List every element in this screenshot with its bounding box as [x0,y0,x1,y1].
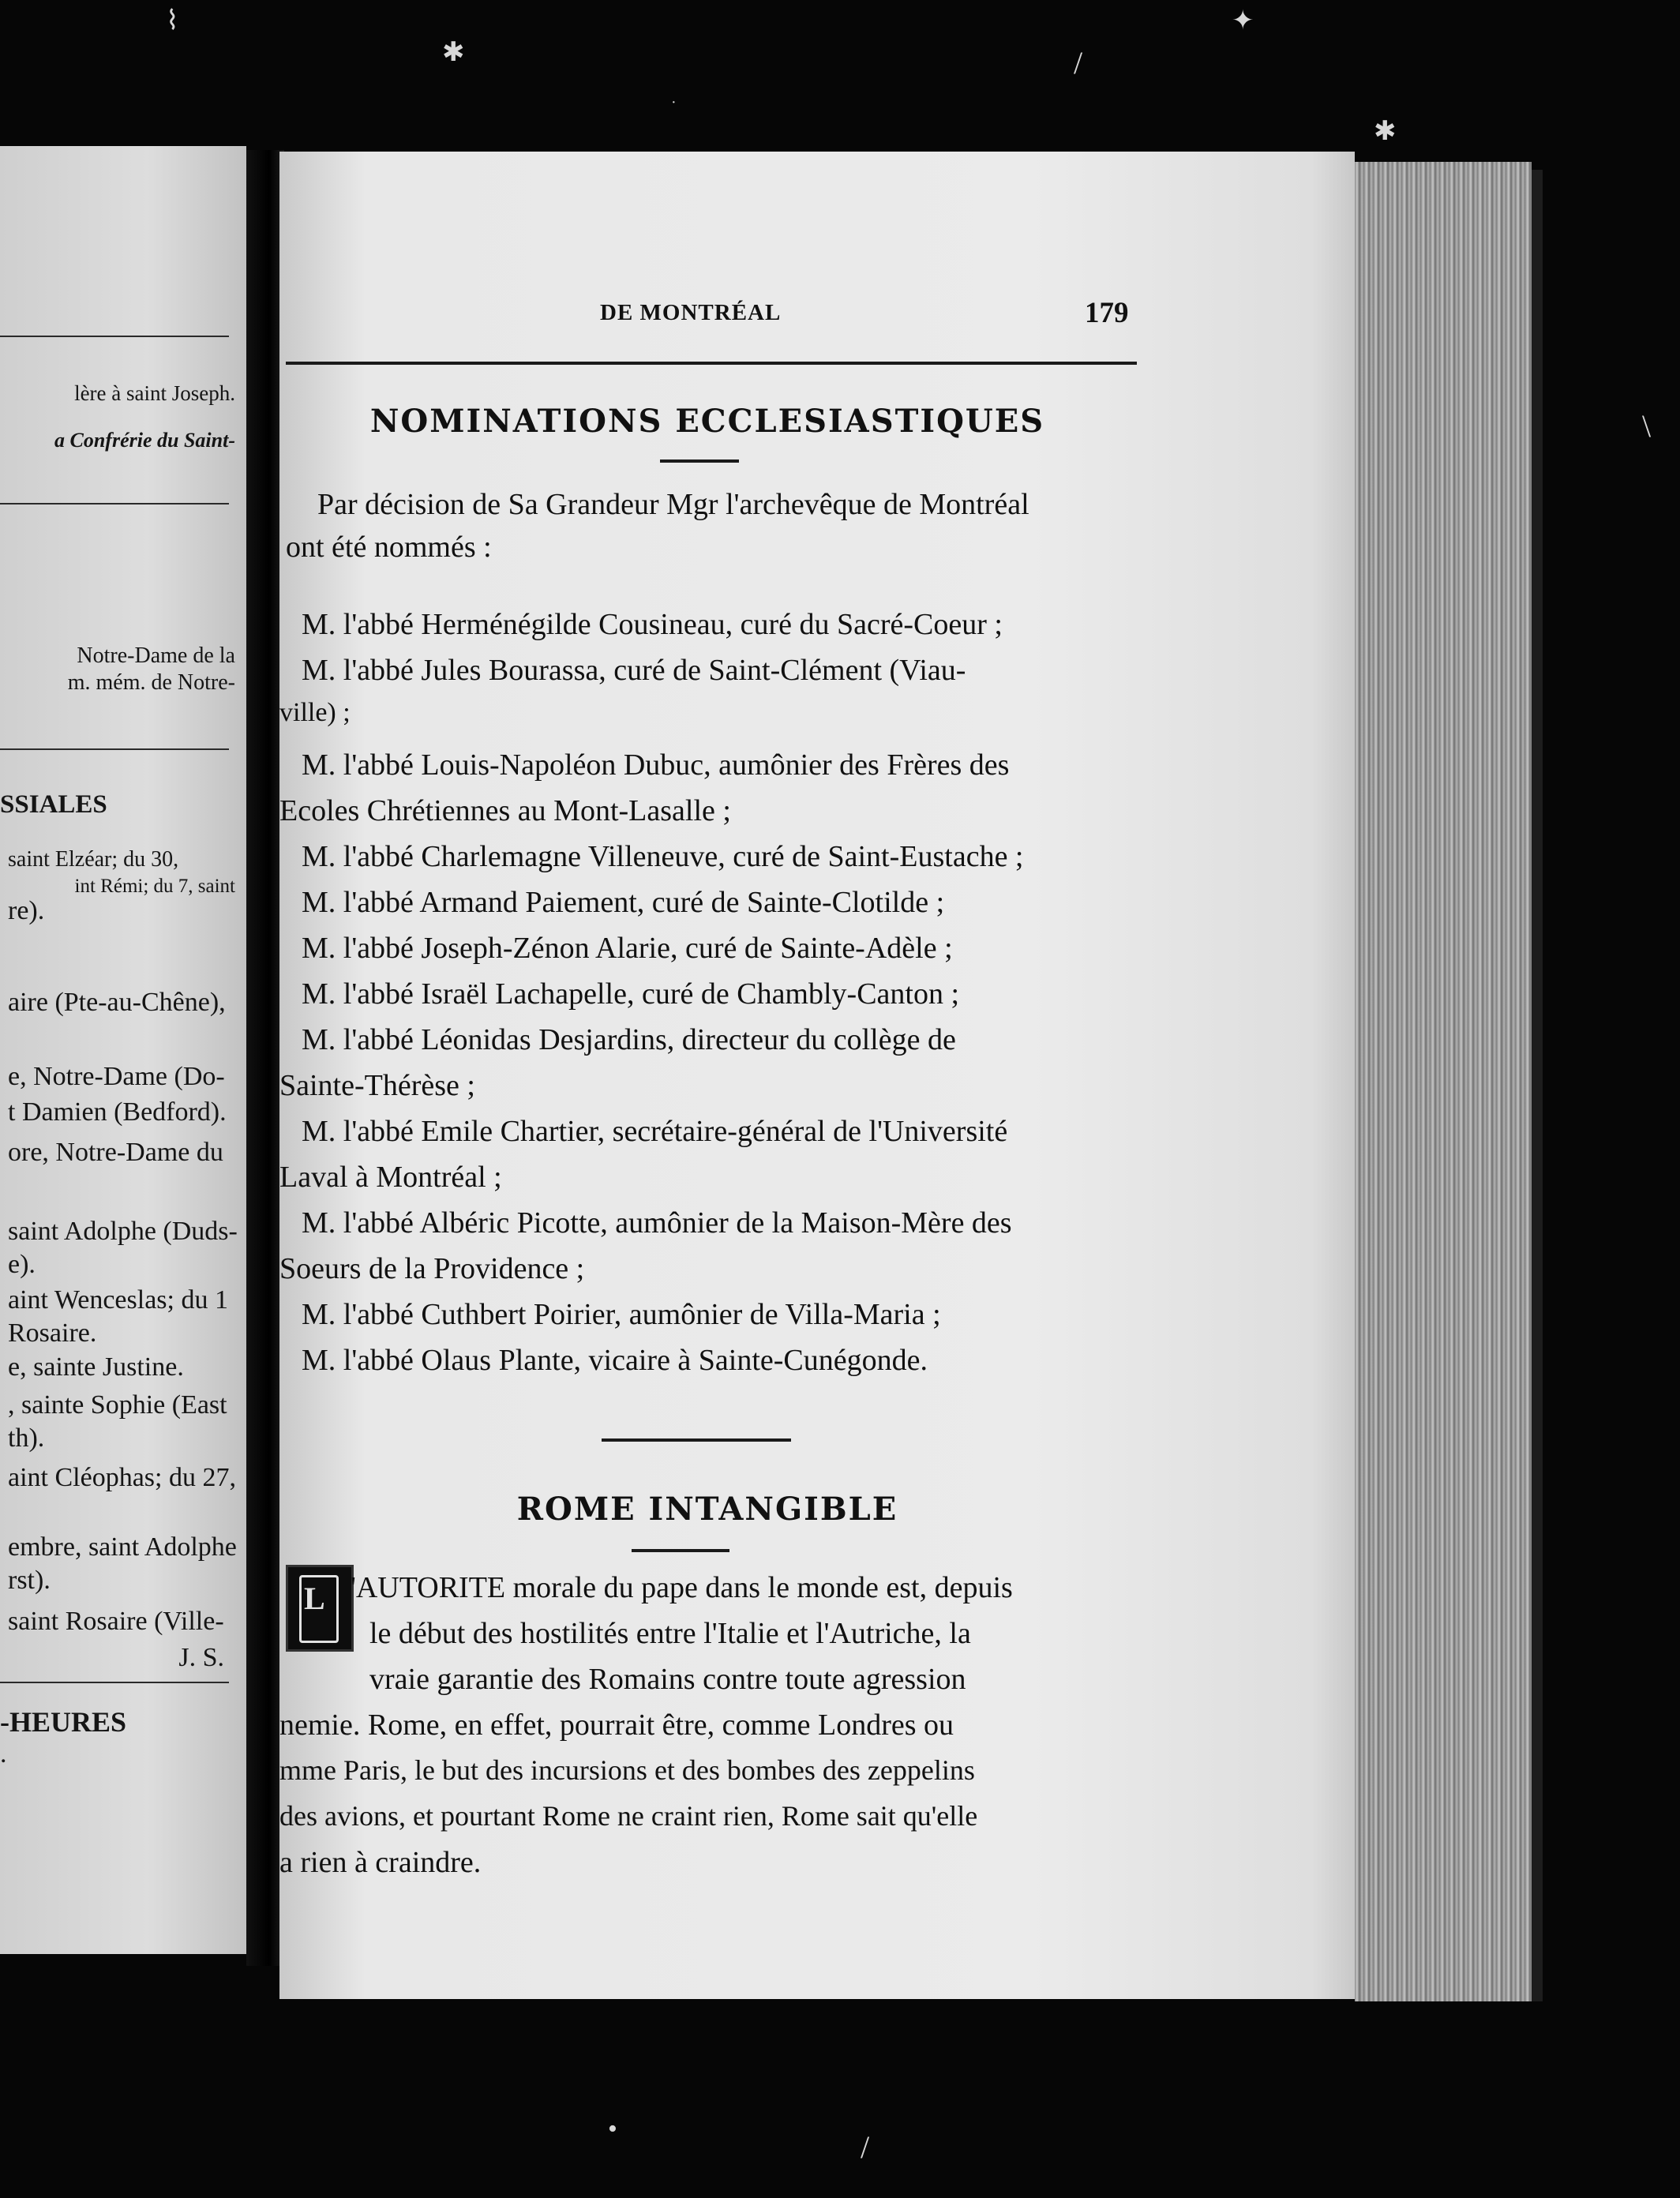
title-rule [632,1549,729,1552]
drop-cap-letter-icon: L [304,1581,325,1616]
left-line: aire (Pte-au-Chêne), [8,988,226,1017]
article-line: a rien à craindre. [279,1846,482,1879]
intro-line: ont été nommés : [286,531,492,564]
article-line: 'AUTORITE morale du pape dans le monde est, depuis [351,1571,1013,1604]
left-heading: -HEURES [0,1706,127,1738]
article-line: des avions, et pourtant Rome ne craint rien, Rome sait qu'elle [279,1800,978,1832]
header-rule [286,362,1137,365]
left-rule [0,503,229,504]
running-head: DE MONTRÉAL [600,300,782,325]
left-line: rst). [8,1566,51,1595]
right-page [279,152,1355,1999]
left-line: t Damien (Bedford). [8,1097,227,1127]
dust-speck: ⌇ [166,6,179,36]
left-page [0,146,246,1954]
dust-speck: ✦ [1232,6,1254,36]
dust-speck: · [671,94,677,111]
left-heading: SSIALES [0,790,107,819]
page-block-edges [1355,162,1532,2001]
left-line: e, sainte Justine. [8,1352,184,1382]
section-title-rome: ROME INTANGIBLE [516,1491,898,1528]
left-line: ore, Notre-Dame du [8,1138,223,1167]
section-separator-rule [602,1438,791,1442]
nomination-entry: M. l'abbé Cuthbert Poirier, aumônier de Villa-Maria ; [302,1298,941,1331]
intro-line: Par décision de Sa Grandeur Mgr l'archevêque de Montréal [317,488,1029,521]
nomination-entry: Ecoles Chrétiennes au Mont-Lasalle ; [279,794,731,827]
left-line: saint Rosaire (Ville- [8,1607,224,1636]
dust-speck: / [1074,45,1083,81]
left-line: embre, saint Adolphe [8,1532,237,1562]
left-line: aint Cléophas; du 27, [8,1463,236,1492]
left-signature: J. S. [178,1643,224,1672]
left-line: aint Wenceslas; du 1 [8,1285,228,1315]
dust-speck: ✱ [1374,117,1397,146]
dust-speck: ✱ [442,38,465,67]
nomination-entry: M. l'abbé Jules Bourassa, curé de Saint-Clément (Viau- [302,654,966,687]
left-line: th). [8,1423,45,1453]
article-line: nemie. Rome, en effet, pourrait être, comme Londres ou [279,1709,954,1742]
nomination-entry: M. l'abbé Albéric Picotte, aumônier de la Maison-Mère des [302,1206,1012,1240]
drop-cap-ornament [286,1565,354,1652]
left-line: int Rémi; du 7, saint [74,876,235,897]
left-line: saint Elzéar; du 30, [8,847,179,872]
left-line: m. mém. de Notre- [67,670,235,695]
nomination-entry: Sainte-Thérèse ; [279,1069,475,1102]
left-line: , sainte Sophie (East [8,1390,227,1420]
nomination-entry: M. l'abbé Léonidas Desjardins, directeur du collège de [302,1023,956,1056]
page-block-shadow [1532,170,1543,2001]
left-line: Notre-Dame de la [77,643,235,668]
page-number: 179 [1085,297,1129,329]
article-line: le début des hostilités entre l'Italie et l'Autriche, la [369,1617,971,1650]
left-rule [0,1682,229,1683]
dust-speck: / [861,2129,870,2165]
nomination-entry: M. l'abbé Olaus Plante, vicaire à Sainte-Cunégonde. [302,1344,928,1377]
nomination-entry: M. l'abbé Israël Lachapelle, curé de Chambly-Canton ; [302,977,960,1011]
left-rule [0,748,229,750]
left-line: e, Notre-Dame (Do- [8,1062,225,1091]
nomination-entry: M. l'abbé Louis-Napoléon Dubuc, aumônier des Frères des [302,748,1010,782]
section-title-nominations: NOMINATIONS ECCLESIASTIQUES [369,403,1045,440]
nomination-entry: M. l'abbé Armand Paiement, curé de Sainte-Clotilde ; [302,886,945,919]
nomination-entry: M. l'abbé Joseph-Zénon Alarie, curé de Sainte-Adèle ; [302,932,953,965]
nomination-entry: Laval à Montréal ; [279,1161,502,1194]
left-head-rule [0,336,229,337]
left-line: Rosaire. [8,1318,97,1348]
nomination-entry: M. l'abbé Herménégilde Cousineau, curé du Sacré-Coeur ; [302,608,1003,641]
left-line: . [0,1739,7,1769]
dust-speck: \ [1642,408,1652,444]
book-gutter [246,150,284,1966]
nomination-entry: Soeurs de la Providence ; [279,1252,585,1285]
left-line: a Confrérie du Saint- [54,429,235,452]
nomination-entry: ville) ; [279,698,351,727]
article-line: mme Paris, le but des incursions et des bombes des zeppelins [279,1754,975,1786]
dust-speck: • [608,2114,617,2144]
left-line: lère à saint Joseph. [74,381,235,405]
left-line: saint Adolphe (Duds- [8,1217,238,1246]
nomination-entry: M. l'abbé Charlemagne Villeneuve, curé de Saint-Eustache ; [302,840,1024,873]
left-line: e). [8,1250,36,1279]
left-line: re). [8,896,45,925]
title-rule [660,459,739,463]
nomination-entry: M. l'abbé Emile Chartier, secrétaire-général de l'Université [302,1115,1008,1148]
article-line: vraie garantie des Romains contre toute agression [369,1663,966,1696]
